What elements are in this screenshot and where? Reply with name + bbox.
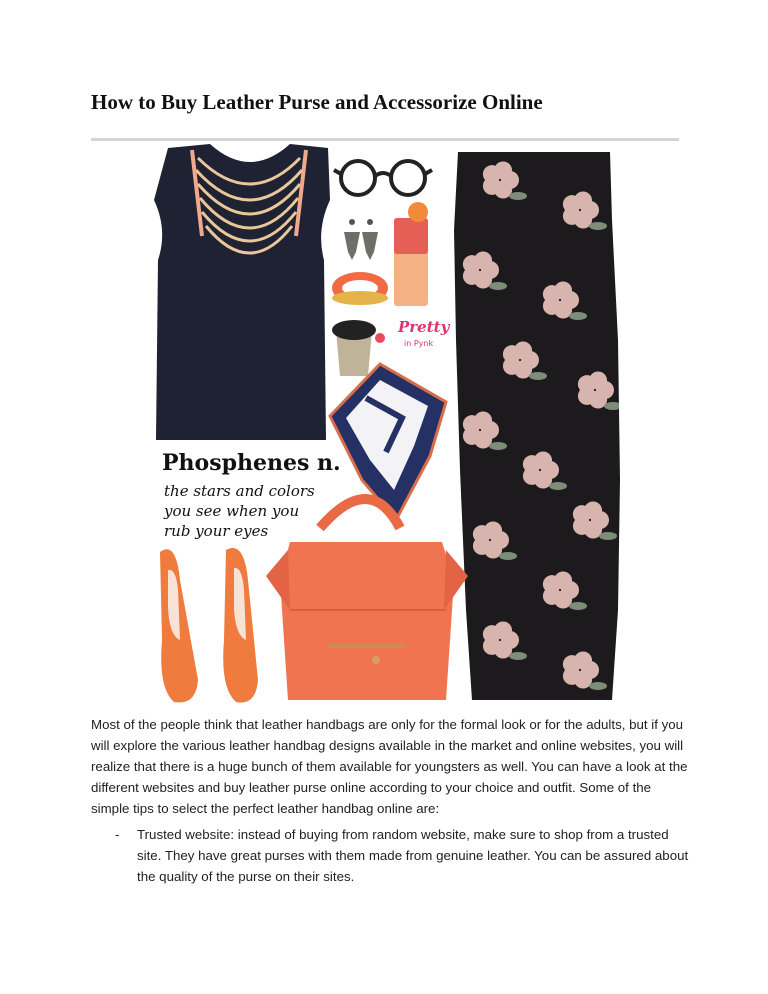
list-item [91,824,691,887]
flower-petal [574,651,592,669]
logo-text-pretty: Pretty [398,318,450,336]
flower-leaf [529,372,547,380]
flower-petal [514,341,532,359]
eyeglasses-image [334,161,432,195]
caption-heading: Phosphenes n. [162,450,341,476]
logo-text-pynk: in Pynk [404,339,434,348]
flower-petal [474,411,492,429]
document-title: How to Buy Leather Purse and Accessorize Online [91,90,543,114]
flower-petal [589,371,607,389]
fashion-collage-image [140,140,630,710]
caption-line-1: the stars and colors [164,482,315,500]
floral-skirt-image [454,152,622,700]
flower-leaf [604,402,622,410]
earrings-image [344,219,378,260]
flower-petal [494,161,512,179]
caption-line-3: rub your eyes [164,522,269,540]
flower-leaf [599,532,617,540]
flower-petal [584,501,602,519]
flower-petal [574,191,592,209]
phosphenes-caption [162,450,341,540]
bracelet-image [332,272,388,305]
flower-leaf [489,282,507,290]
orange-heels-image [160,548,258,703]
flower-leaf [569,602,587,610]
orange-leather-handbag-image [266,499,468,700]
flower-leaf [589,682,607,690]
flower-petal [484,521,502,539]
list-item-text: Trusted website: instead of buying from random website, make sure to shop from a trusted site. They have great purses with them made from genuine leather. You can be assured about the quality of the purse on their sites. [137,827,689,884]
flower-petal [534,451,552,469]
flower-leaf [509,652,527,660]
silk-scarf-image [330,364,446,520]
list-dash-marker: - [115,827,120,842]
black-tank-top-image [154,144,330,440]
flower-petal [554,571,572,589]
flower-leaf [569,312,587,320]
tips-list [91,824,691,887]
flower-leaf [549,482,567,490]
flower-petal [494,621,512,639]
pretty-in-pynk-logo [397,318,451,348]
flower-leaf [509,192,527,200]
cocktail-glass-image [394,202,428,306]
flower-petal [554,281,572,299]
intro-paragraph: Most of the people think that leather handbags are only for the formal look or for the adults, but if you will explore the various leather handbag designs available in the market and online websites, you will realize that there is a huge bunch of them available for youngsters as well. You can have a look at the different websites and buy leather purse online according to your choice and outfit. Some of the simple tips to select the perfect leather handbag online are: [91,717,688,816]
flower-leaf [499,552,517,560]
flower-petal [474,251,492,269]
flower-leaf [489,442,507,450]
flower-leaf [589,222,607,230]
caption-line-2: you see when you [164,502,300,520]
